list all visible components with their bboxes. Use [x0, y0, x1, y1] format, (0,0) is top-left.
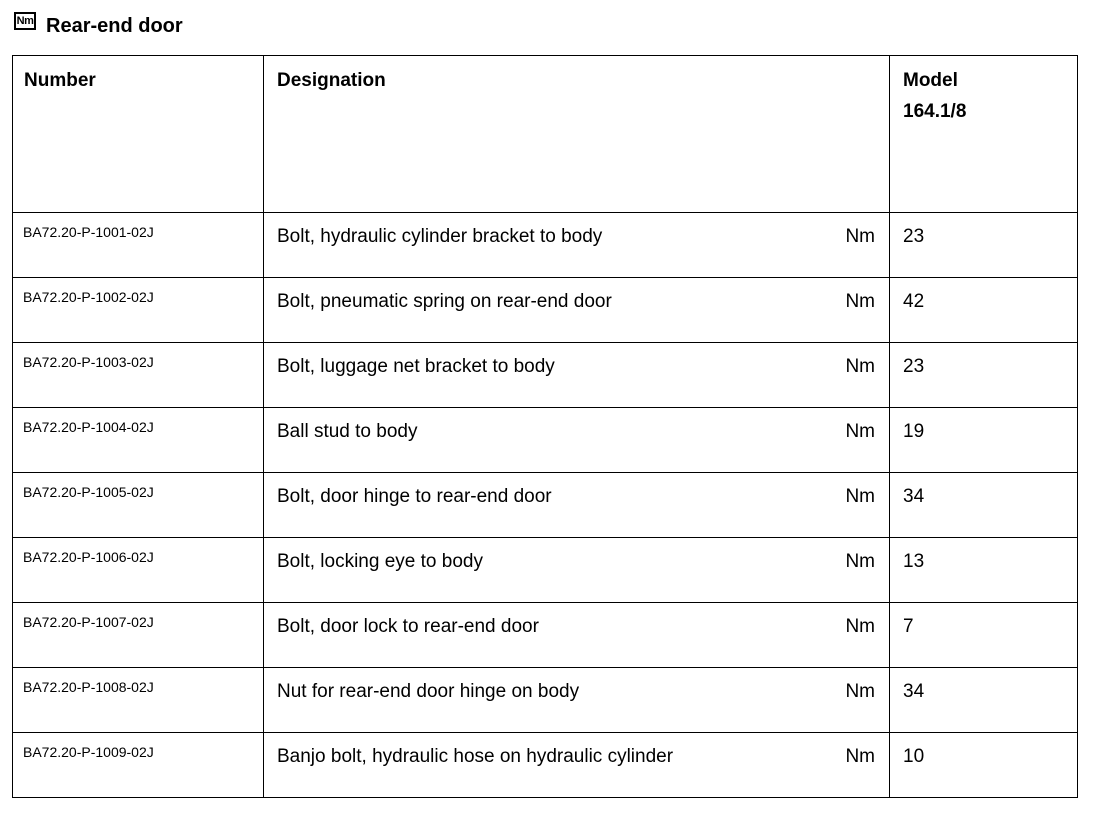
row-number: BA72.20-P-1004-02J [23, 419, 154, 435]
row-unit: Nm [845, 486, 875, 507]
model-value: 164.1/8 [903, 101, 967, 122]
table-header-row [13, 56, 1078, 213]
row-torque-value: 19 [903, 421, 925, 442]
row-designation: Bolt, hydraulic cylinder bracket to body [277, 226, 603, 247]
row-torque-value: 23 [903, 226, 925, 247]
row-torque-value: 10 [903, 746, 925, 767]
torque-nm-icon: Nm [14, 12, 36, 30]
row-number: BA72.20-P-1003-02J [23, 354, 154, 370]
row-number: BA72.20-P-1001-02J [23, 224, 154, 240]
row-torque-value: 42 [903, 291, 925, 312]
row-unit: Nm [845, 746, 875, 767]
table-row [13, 278, 1078, 343]
table-row [13, 343, 1078, 408]
column-header-number: Number [13, 56, 264, 213]
row-unit: Nm [845, 616, 875, 637]
row-designation: Bolt, locking eye to body [277, 551, 483, 572]
row-number: BA72.20-P-1002-02J [23, 289, 154, 305]
row-torque-value: 7 [903, 616, 914, 637]
page-title: Rear-end door [46, 15, 183, 37]
row-torque-value: 34 [903, 486, 925, 507]
row-unit: Nm [845, 291, 875, 312]
row-number: BA72.20-P-1008-02J [23, 679, 154, 695]
torque-spec-table [12, 55, 1078, 798]
row-designation: Bolt, pneumatic spring on rear-end door [277, 291, 612, 312]
column-header-model [890, 56, 1078, 213]
table-row [13, 408, 1078, 473]
row-number: BA72.20-P-1006-02J [23, 549, 154, 565]
row-designation: Ball stud to body [277, 421, 418, 442]
section-header [14, 12, 183, 38]
column-header-designation: Designation [264, 56, 890, 213]
row-torque-value: 23 [903, 356, 925, 377]
table-row [13, 668, 1078, 733]
row-designation: Nut for rear-end door hinge on body [277, 681, 580, 702]
row-designation: Banjo bolt, hydraulic hose on hydraulic cylinder [277, 746, 674, 767]
row-torque-value: 13 [903, 551, 925, 572]
row-unit: Nm [845, 551, 875, 572]
row-unit: Nm [845, 681, 875, 702]
row-unit: Nm [845, 356, 875, 377]
row-number: BA72.20-P-1005-02J [23, 484, 154, 500]
row-number: BA72.20-P-1007-02J [23, 614, 154, 630]
row-designation: Bolt, luggage net bracket to body [277, 356, 555, 377]
row-designation: Bolt, door lock to rear-end door [277, 616, 539, 637]
row-torque-value: 34 [903, 681, 925, 702]
table-row [13, 733, 1078, 798]
row-unit: Nm [845, 421, 875, 442]
row-designation: Bolt, door hinge to rear-end door [277, 486, 552, 507]
table-row [13, 473, 1078, 538]
table-row [13, 538, 1078, 603]
model-label: Model [903, 70, 958, 91]
table-row [13, 603, 1078, 668]
table-row [13, 213, 1078, 278]
row-unit: Nm [845, 226, 875, 247]
row-number: BA72.20-P-1009-02J [23, 744, 154, 760]
